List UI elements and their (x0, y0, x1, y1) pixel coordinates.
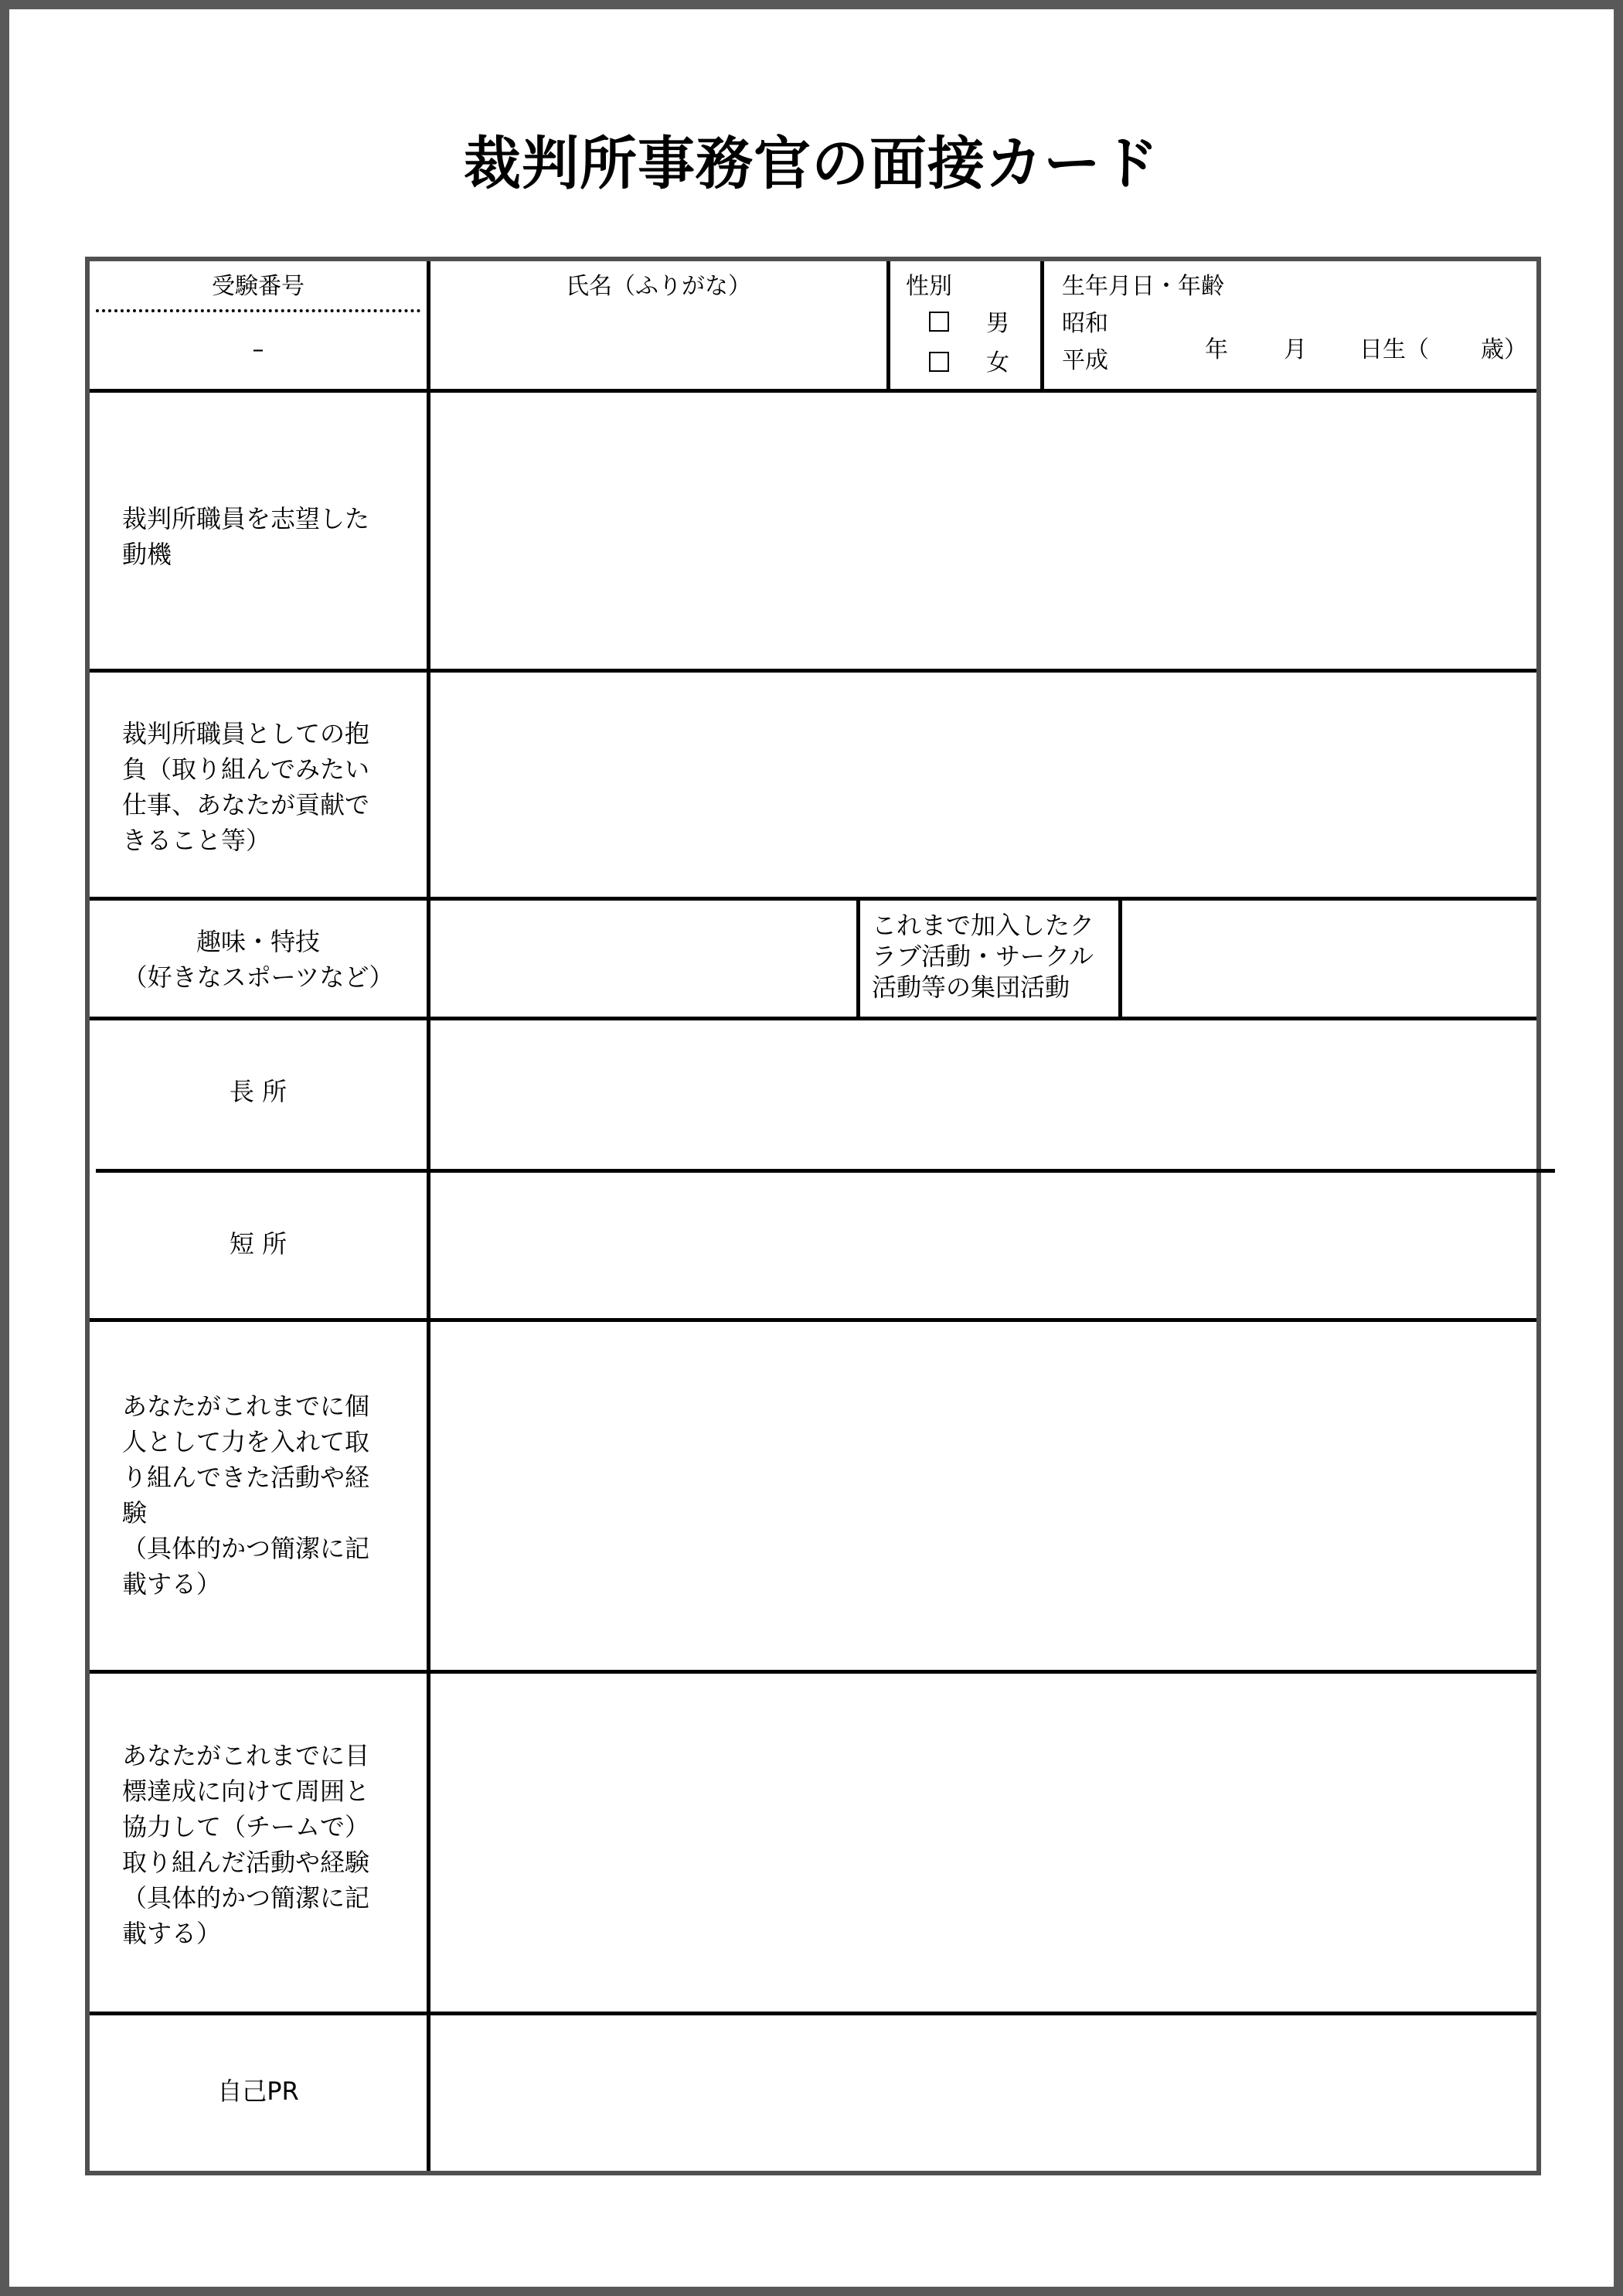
name-field[interactable] (430, 308, 886, 385)
strengths-label: 長 所 (229, 1077, 288, 1106)
aspiration-field[interactable] (430, 673, 1536, 897)
male-checkbox[interactable] (929, 312, 949, 332)
column-divider (886, 261, 890, 391)
motivation-label: 裁判所職員を志望した動機 (122, 504, 370, 569)
age-unit: 歳） (1481, 336, 1527, 363)
weaknesses-label: 短 所 (229, 1229, 288, 1259)
era-heisei[interactable]: 平成 (1062, 347, 1108, 374)
birth-month-unit: 月 (1284, 336, 1307, 363)
column-divider (1040, 261, 1044, 391)
female-option-label: 女 (986, 349, 1009, 376)
birth-year-unit: 年 (1205, 336, 1228, 363)
team-effort-note: （具体的かつ簡潔に記載する） (122, 1883, 370, 1948)
interview-card-form (85, 257, 1541, 2175)
hobbies-label-sub: （好きなスポーツなど） (122, 962, 394, 992)
page-title: 裁判所事務官の面接カード (464, 131, 1159, 197)
motivation-field[interactable] (430, 393, 1536, 669)
birth-day-unit: 日生（ (1359, 336, 1429, 363)
hobbies-label: 趣味・特技 (196, 927, 320, 956)
column-divider (856, 897, 860, 1020)
individual-effort-field[interactable] (430, 1322, 1536, 1670)
self-pr-label: 自己PR (217, 2076, 299, 2106)
hobbies-field[interactable] (430, 901, 856, 1017)
exam-number-dotted-separator (96, 309, 420, 312)
clubs-label: これまで加入したクラブ活動・サークル活動等の集団活動 (872, 911, 1095, 1002)
team-effort-field[interactable] (430, 1674, 1536, 2012)
weaknesses-field[interactable] (430, 1173, 1536, 1318)
female-checkbox[interactable] (929, 352, 949, 372)
strengths-field[interactable] (430, 1020, 1536, 1169)
self-pr-field[interactable] (430, 2015, 1536, 2171)
exam-number-field[interactable]: – (252, 336, 264, 363)
male-option-label: 男 (986, 310, 1009, 337)
name-label: 氏名（ふりがな） (566, 273, 751, 300)
individual-effort-label: あなたがこれまでに個人として力を入れて取り組んできた活動や経験 (122, 1392, 370, 1528)
individual-effort-note: （具体的かつ簡潔に記載する） (122, 1534, 370, 1599)
era-showa[interactable]: 昭和 (1062, 310, 1108, 337)
clubs-field[interactable] (1122, 901, 1536, 1017)
exam-number-label: 受験番号 (212, 273, 305, 300)
gender-label: 性別 (906, 273, 952, 300)
birth-date-label: 生年月日・年齢 (1062, 273, 1224, 300)
team-effort-label: あなたがこれまでに目標達成に向けて周囲と協力して（チームで）取り組んだ活動や経験 (122, 1741, 370, 1877)
aspiration-label: 裁判所職員としての抱負（取り組んでみたい仕事、あなたが貢献できること等） (122, 719, 370, 855)
